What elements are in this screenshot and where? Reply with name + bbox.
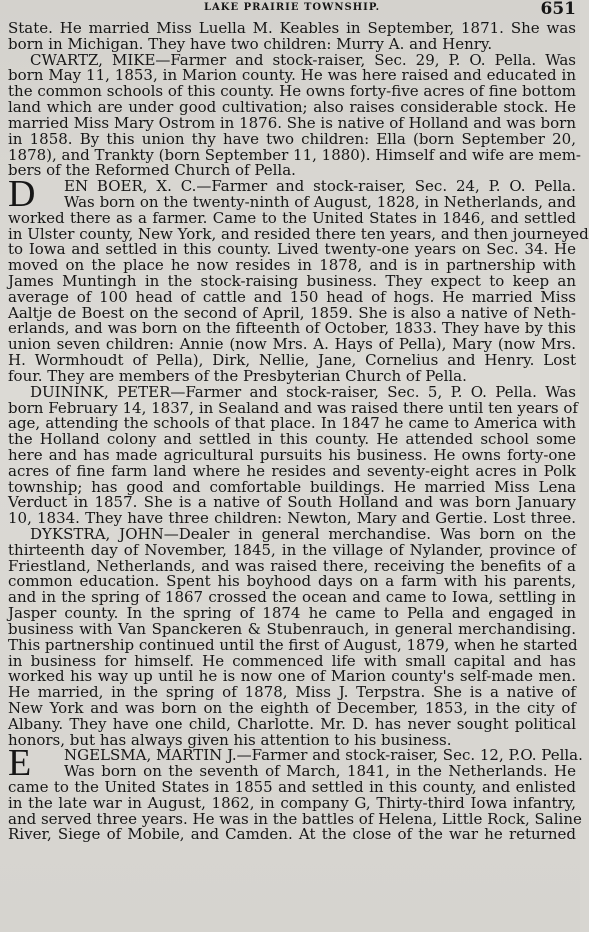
drop-cap: E <box>8 742 32 785</box>
text-line: bers of the Reformed Church of Pella. <box>8 161 296 180</box>
text-line: age, attending the schools of that place. In 1847 he came to America with <box>8 414 576 433</box>
text-line: born February 14, 1837, in Sealand and was raised there until ten years of <box>8 398 578 417</box>
text-line: worked his way up until he is now one of Marion county's self-made men. <box>8 667 576 686</box>
text-line: moved on the place he now resides in 1878, and is in partnership with <box>8 256 576 275</box>
text-line: born in Michigan. They have two children: Murry A. and Henry. <box>8 34 493 53</box>
entry-heading-line: CWARTZ, MIKE—Farmer and stock-raiser, Sec. 29, P. O. Pella. Was <box>30 50 576 69</box>
text-line: New York and was born on the eighth of December, 1853, in the city of <box>8 698 576 717</box>
text-line: in Ulster county, New York, and resided there ten years, and then journeyed <box>8 224 589 243</box>
text-line: Verduct in 1857. She is a native of South Holland and was born January <box>8 493 576 512</box>
text-line: honors, but has always given his attention to his business. <box>8 730 452 749</box>
text-line: business with Van Spanckeren & Stubenrauch, in general merchandising. <box>8 619 576 638</box>
body-text <box>8 19 589 844</box>
drop-cap: D <box>8 173 36 216</box>
text-line: He married, in the spring of 1878, Miss J. Terpstra. She is a native of <box>8 683 576 702</box>
text-line: and served three years. He was in the battles of Helena, Little Rock, Saline <box>8 809 582 828</box>
text-line: Was born on the seventh of March, 1841, in the Netherlands. He <box>64 762 576 781</box>
text-span: NGELSMA, MARTIN J.—Farmer and stock-raiser, Sec. 12, P.O. Pella. <box>64 746 583 765</box>
text-line: in 1858. By this union thy have two children: Ella (born September 20, <box>8 129 576 148</box>
text-line: land which are under good cultivation; also raises considerable stock. He <box>8 98 576 117</box>
text-line: union seven children: Annie (now Mrs. A. Hays of Pella), Mary (now Mrs. <box>8 335 576 354</box>
text-line: State. He married Miss Luella M. Keables in September, 1871. She was <box>8 19 576 37</box>
text-line: average of 100 head of cattle and 150 head of hogs. He married Miss <box>8 287 576 306</box>
text-line: River, Siege of Mobile, and Camden. At the close of the war he returned <box>8 825 576 844</box>
entry-heading-line: DYKSTRA, JOHN—Dealer in general merchandise. Was born on the <box>30 525 576 543</box>
text-line: the common schools of this county. He owns forty-five acres of fine bottom <box>8 82 576 101</box>
text-line: 10, 1834. They have three children: Newton, Mary and Gertie. Lost three. <box>8 509 576 528</box>
text-line: This partnership continued until the first of August, 1879, when he started <box>8 635 578 654</box>
text-line: in business for himself. He commenced life with small capital and has <box>8 651 576 670</box>
text-line: and in the spring of 1867 crossed the ocean and came to Iowa, settling in <box>8 588 576 607</box>
text-line: Was born on the twenty-ninth of August, 1828, in Netherlands, and <box>64 192 576 211</box>
text-line: came to the United States in 1855 and settled in this county, and enlisted <box>8 778 576 796</box>
text-line: erlands, and was born on the fifteenth of October, 1833. They have by this <box>8 319 576 338</box>
text-line: the Holland colony and settled in this county. He attended school some <box>8 430 576 449</box>
text-line: township; has good and comfortable buildings. He married Miss Lena <box>8 477 576 496</box>
text-line: Aaltje de Boest on the second of April, 1859. She is also a native of Neth- <box>8 303 576 322</box>
page-number: 651 <box>540 0 576 19</box>
text-line: acres of fine farm land where he resides and seventy-eight acres in Polk <box>8 461 576 480</box>
text-line: Jasper county. In the spring of 1874 he came to Pella and engaged in <box>8 604 576 623</box>
entry-heading-line: DUININK, PETER—Farmer and stock-raiser, Sec. 5, P. O. Pella. Was <box>30 382 576 401</box>
text-line: Albany. They have one child, Charlotte. Mr. D. has never sought political <box>8 714 576 733</box>
text-line: 1878), and Trankty (born September 11, 1880). Himself and wife are mem- <box>8 145 581 164</box>
running-head: LAKE PRAIRIE TOWNSHIP. <box>204 2 381 13</box>
text-line: H. Wormhoudt of Pella), Dirk, Nellie, Jane, Cornelius and Henry. Lost <box>8 351 576 370</box>
text-line: worked there as a farmer. Came to the United States in 1846, and settled <box>8 208 576 227</box>
text-line: to Iowa and settled in this county. Lived twenty-one years on Sec. 34. He <box>8 240 576 259</box>
text-line: Friestland, Netherlands, and was raised there, receiving the benefits of a <box>8 556 576 575</box>
text-line: thirteenth day of November, 1845, in the village of Nylander, province of <box>8 540 576 559</box>
text-span: EN BOER, X. C.—Farmer and stock-raiser, Sec. 24, P. O. Pella. <box>64 177 576 196</box>
text-line: common education. Spent his boyhood days on a farm with his parents, <box>8 572 576 591</box>
text-line: James Muntingh in the stock-raising business. They expect to keep an <box>8 272 576 290</box>
text-line: four. They are members of the Presbyterian Church of Pella. <box>8 366 467 385</box>
text-line: born May 11, 1853, in Marion county. He was here raised and educated in <box>8 66 576 85</box>
text-line: married Miss Mary Ostrom in 1876. She is native of Holland and was born <box>8 113 576 132</box>
text-line: here and has made agricultural pursuits his business. He owns forty-one <box>8 445 576 464</box>
text-line: in the late war in August, 1862, in company G, Thirty-third Iowa infantry, <box>8 793 576 812</box>
